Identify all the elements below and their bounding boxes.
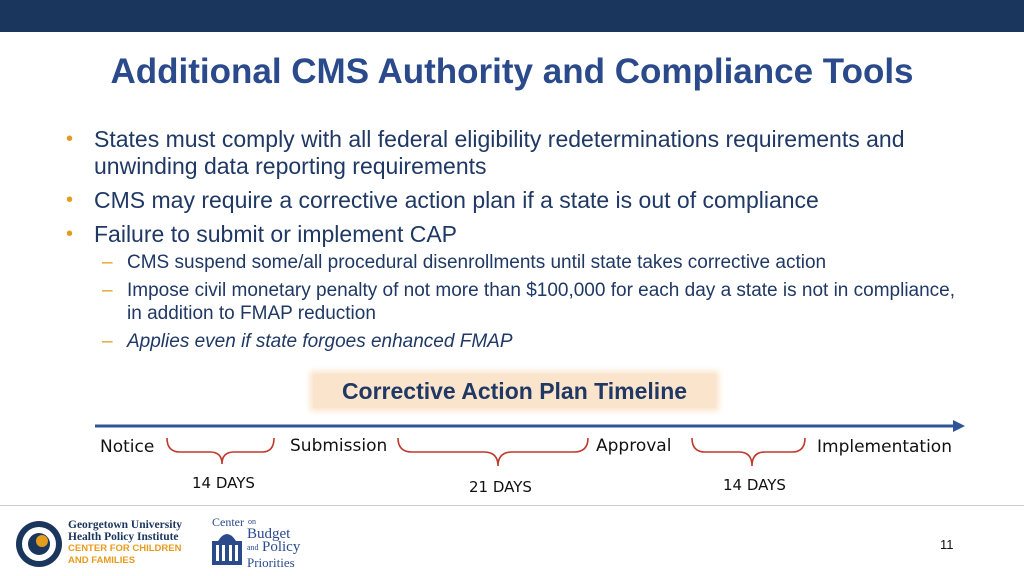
logo-word: on xyxy=(248,517,256,526)
bullet-text: Failure to submit or implement CAP xyxy=(94,221,458,247)
subbullet-item xyxy=(62,279,962,325)
timeline-arrowhead xyxy=(953,420,965,432)
logo-line: Health Policy Institute xyxy=(68,530,179,543)
page-number: 11 xyxy=(940,537,954,552)
bullet-item xyxy=(62,187,962,214)
stage-approval: Approval xyxy=(596,436,672,456)
bullet-item xyxy=(62,126,962,180)
stage-submission: Submission xyxy=(290,436,388,456)
georgetown-emblem-icon xyxy=(14,518,64,570)
capitol-building-icon xyxy=(210,527,244,567)
header-bar xyxy=(0,0,1024,32)
cbpp-logo xyxy=(210,515,320,573)
subbullet-item xyxy=(62,251,962,274)
bullet-list xyxy=(62,126,962,358)
duration-14-days: 14 DAYS xyxy=(723,476,786,494)
footer-divider xyxy=(0,505,1024,506)
logo-word: Center xyxy=(212,515,244,529)
georgetown-logo xyxy=(14,518,194,570)
logo-line: Georgetown University xyxy=(68,519,183,531)
logo-word: Budget xyxy=(247,526,291,542)
stage-implementation: Implementation xyxy=(817,437,952,457)
subbullet-item xyxy=(62,330,962,353)
subbullet-marker: – xyxy=(102,331,113,352)
logo-word: Priorities xyxy=(247,555,295,570)
bullet-marker: • xyxy=(66,189,74,211)
brace-14-days-1 xyxy=(167,438,274,464)
stage-notice: Notice xyxy=(100,437,155,457)
subbullet-text: Applies even if state forgoes enhanced FMAP xyxy=(127,331,513,352)
duration-21-days: 21 DAYS xyxy=(469,478,532,496)
subbullet-marker: – xyxy=(102,280,113,301)
georgetown-logo-text xyxy=(68,520,182,566)
logo-word: and xyxy=(247,543,259,552)
slide-title: Additional CMS Authority and Compliance Tools xyxy=(110,52,914,91)
duration-14-days: 14 DAYS xyxy=(192,474,255,492)
subbullet-text: CMS suspend some/all procedural disenrollments until state takes corrective action xyxy=(127,252,827,273)
logo-word: Policy xyxy=(262,539,301,555)
timeline xyxy=(0,410,1024,500)
subbullet-marker: – xyxy=(102,252,113,273)
timeline-title: Corrective Action Plan Timeline xyxy=(313,374,716,408)
logo-line: AND FAMILIES xyxy=(68,554,136,566)
bullet-text: States must comply with all federal eligibility redeterminations requirements and unwinding data reporting requirements xyxy=(94,126,905,179)
bullet-marker: • xyxy=(66,128,74,150)
bullet-text: CMS may require a corrective action plan if a state is out of compliance xyxy=(94,187,819,213)
bullet-item xyxy=(62,221,962,248)
brace-14-days-2 xyxy=(692,438,805,466)
logo-line: CENTER FOR CHILDREN xyxy=(68,543,182,554)
bullet-marker: • xyxy=(66,223,74,245)
brace-21-days xyxy=(398,438,588,466)
subbullet-text: Impose civil monetary penalty of not more than $100,000 for each day a state is not in compliance, in addition to FMAP reduction xyxy=(127,280,956,324)
